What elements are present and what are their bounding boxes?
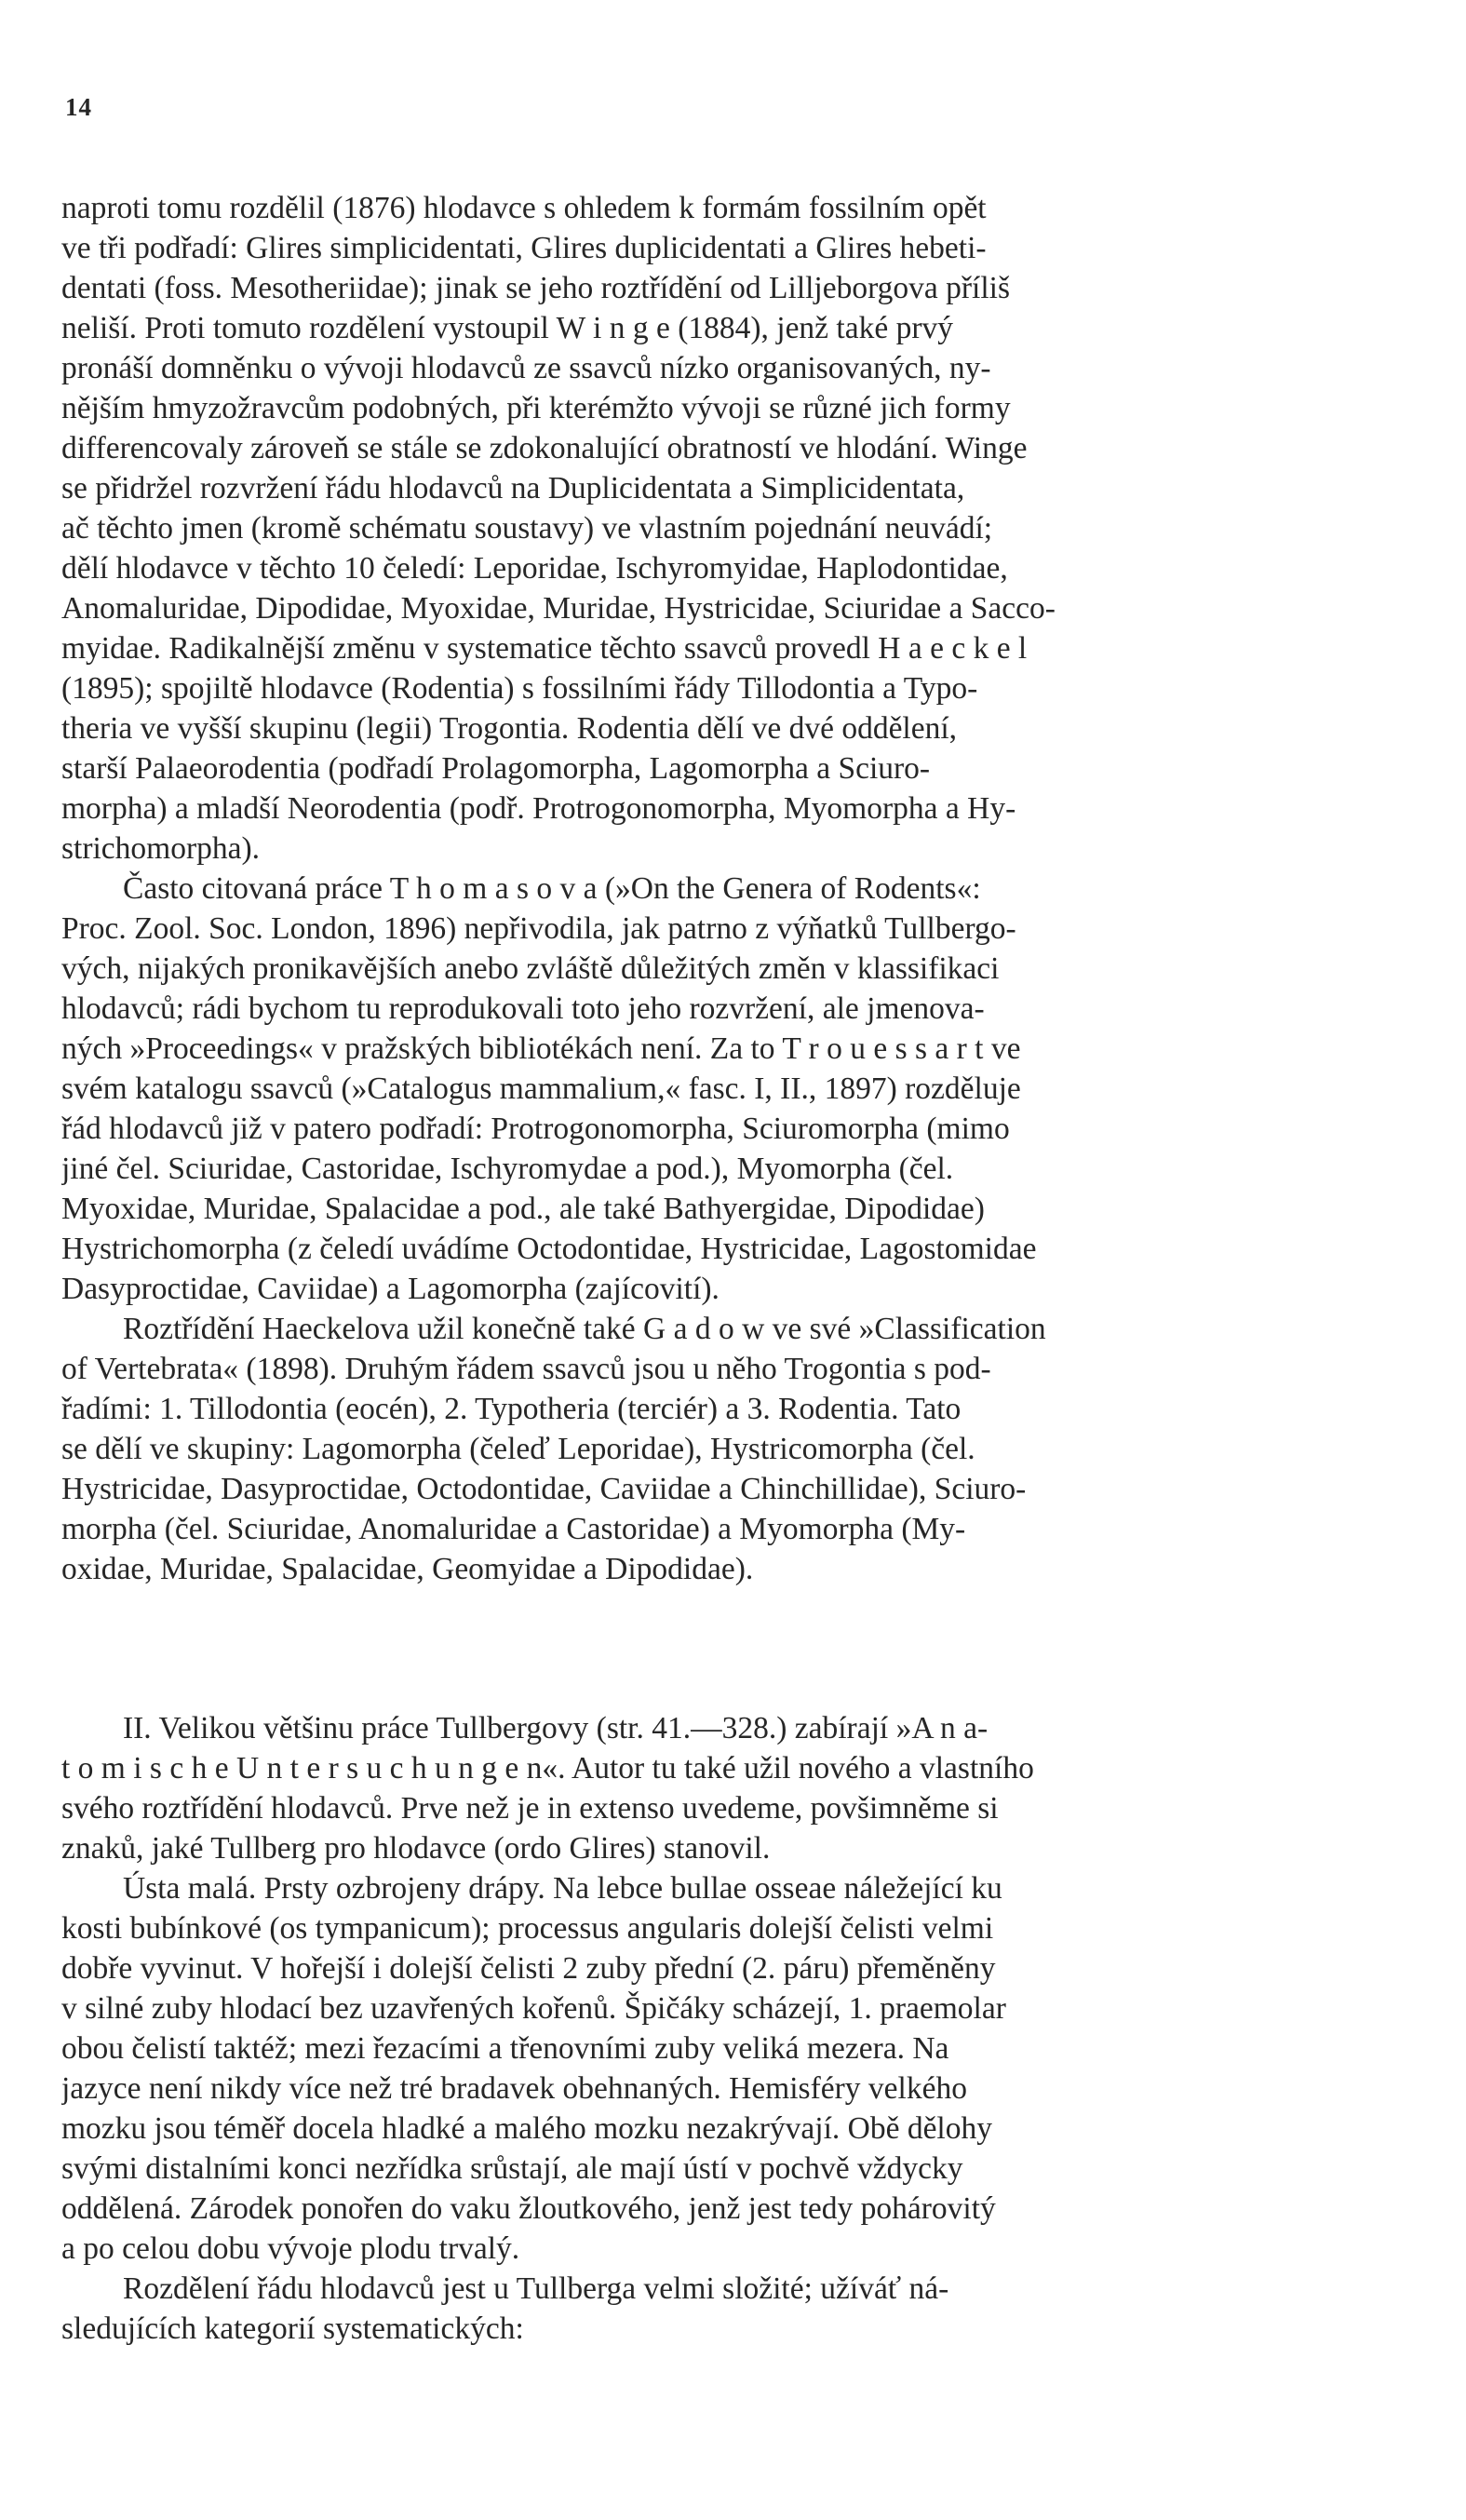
text-line: sledujících kategorií systematických: <box>61 2311 524 2346</box>
text-line: theria ve vyšší skupinu (legii) Trogontia. Rodentia dělí ve dvé oddělení, <box>61 711 958 746</box>
text-line: dělí hlodavce v těchto 10 čeledí: Leporidae, Ischyromyidae, Haplodontidae, <box>61 551 1008 586</box>
text-line: řád hlodavců již v patero podřadí: Protrogonomorpha, Sciuromorpha (mimo <box>61 1112 1010 1146</box>
text-line: ných »Proceedings« v pražských bibliotékách není. Za to T r o u e s s a r t ve <box>61 1031 1021 1066</box>
text-line: Anomaluridae, Dipodidae, Myoxidae, Muridae, Hystricidae, Sciuridae a Sacco- <box>61 591 1056 626</box>
text-line: Hystricidae, Dasyproctidae, Octodontidae, Caviidae a Chinchillidae), Sciuro- <box>61 1472 1027 1506</box>
text-line: vých, nijakých pronikavějších anebo zvláště důležitých změn v klassifikaci <box>61 951 1000 986</box>
text-line: znaků, jaké Tullberg pro hlodavce (ordo Glires) stanovil. <box>61 1831 771 1866</box>
text-block-history <box>61 188 1404 1589</box>
text-line: neliší. Proti tomuto rozdělení vystoupil W i n g e (1884), jenž také prvý <box>61 311 954 345</box>
text-line: of Vertebrata« (1898). Druhým řádem ssavců jsou u něho Trogontia s pod- <box>61 1352 991 1386</box>
text-line: svém katalogu ssavců (»Catalogus mammalium,« fasc. I, II., 1897) rozděluje <box>61 1071 1021 1106</box>
text-line: morpha) a mladší Neorodentia (podř. Protrogonomorpha, Myomorpha a Hy- <box>61 791 1016 826</box>
text-line: Hystrichomorpha (z čeledí uvádíme Octodontidae, Hystricidae, Lagostomidae <box>61 1232 1037 1266</box>
text-line: svého roztřídění hlodavců. Prve než je in extenso uvedeme, povšimněme si <box>61 1791 999 1826</box>
text-line: naproti tomu rozdělil (1876) hlodavce s ohledem k formám fossilním opět <box>61 191 987 225</box>
text-line: a po celou dobu vývoje plodu trvalý. <box>61 2231 520 2266</box>
page-number: 14 <box>65 93 92 121</box>
text-line: dobře vyvinut. V hořejší i dolejší čelisti 2 zuby přední (2. páru) přeměněny <box>61 1951 996 1986</box>
text-line: strichomorpha). <box>61 831 261 866</box>
text-line: Proc. Zool. Soc. London, 1896) nepřivodila, jak patrno z výňatků Tullbergo- <box>61 911 1016 946</box>
text-line: nějším hmyzožravcům podobných, při kterémžto vývoji se různé jich formy <box>61 391 1011 425</box>
paragraph-2 <box>61 869 1404 1309</box>
text-line: jiné čel. Sciuridae, Castoridae, Ischyromydae a pod.), Myomorpha (čel. <box>61 1152 954 1186</box>
text-line: pronáší domněnku o vývoji hlodavců ze ssavců nízko organisovaných, ny- <box>61 351 991 385</box>
text-line: hlodavců; rádi bychom tu reprodukovali toto jeho rozvržení, ale jmenova- <box>61 991 985 1026</box>
text-line: se dělí ve skupiny: Lagomorpha (čeleď Leporidae), Hystricomorpha (čel. <box>61 1432 975 1466</box>
text-line: Myoxidae, Muridae, Spalacidae a pod., ale také Bathyergidae, Dipodidae) <box>61 1192 985 1226</box>
paragraph-1 <box>61 188 1404 869</box>
text-line: (1895); spojiltě hlodavce (Rodentia) s fossilními řády Tillodontia a Typo- <box>61 671 978 706</box>
text-line: II. Velikou většinu práce Tullbergovy (str. 41.—328.) zabírají »A n a- <box>123 1711 989 1745</box>
paragraph-6 <box>61 2269 1404 2349</box>
text-line: řadími: 1. Tillodontia (eocén), 2. Typotheria (terciér) a 3. Rodentia. Tato <box>61 1392 962 1426</box>
text-block-section-ii <box>61 1708 1404 2349</box>
text-line: myidae. Radikalnější změnu v systematice těchto ssavců provedl H a e c k e l <box>61 631 1028 666</box>
text-line: Často citovaná práce T h o m a s o v a (»On the Genera of Rodents«: <box>123 871 981 906</box>
text-line: starší Palaeorodentia (podřadí Prolagomorpha, Lagomorpha a Sciuro- <box>61 751 931 786</box>
text-line: mozku jsou téměř docela hladké a malého mozku nezakrývají. Obě dělohy <box>61 2111 992 2146</box>
text-line: Rozdělení řádu hlodavců jest u Tullberga velmi složité; užíváť ná- <box>123 2271 949 2306</box>
text-line: kosti bubínkové (os tympanicum); processus angularis dolejší čelisti velmi <box>61 1911 994 1946</box>
text-line: jazyce není nikdy více než tré bradavek obehnaných. Hemisféry velkého <box>61 2071 967 2106</box>
text-line: ve tři podřadí: Glires simplicidentati, Glires duplicidentati a Glires hebeti- <box>61 231 987 265</box>
text-line: v silné zuby hlodací bez uzavřených kořenů. Špičáky scházejí, 1. praemolar <box>61 1991 1006 2026</box>
text-line: oddělená. Zárodek ponořen do vaku žloutkového, jenž jest tedy pohárovitý <box>61 2191 996 2226</box>
text-line: Dasyproctidae, Caviidae) a Lagomorpha (zajícovití). <box>61 1272 720 1306</box>
text-line: dentati (foss. Mesotheriidae); jinak se jeho roztřídění od Lilljeborgova příliš <box>61 271 1011 305</box>
text-line: Roztřídění Haeckelova užil konečně také G a d o w ve své »Classification <box>123 1312 1046 1346</box>
text-line: t o m i s c h e U n t e r s u c h u n g e n«. Autor tu také užil nového a vlastního <box>61 1751 1034 1786</box>
paragraph-5 <box>61 1868 1404 2269</box>
paragraph-3 <box>61 1309 1404 1589</box>
text-line: Ústa malá. Prsty ozbrojeny drápy. Na lebce bullae osseae náležející ku <box>123 1871 1002 1906</box>
text-line: oxidae, Muridae, Spalacidae, Geomyidae a Dipodidae). <box>61 1552 754 1586</box>
paragraph-4 <box>61 1708 1404 1868</box>
text-line: obou čelistí taktéž; mezi řezacími a třenovními zuby veliká mezera. Na <box>61 2031 949 2066</box>
text-line: se přidržel rozvržení řádu hlodavců na Duplicidentata a Simplicidentata, <box>61 471 965 505</box>
text-line: differencovaly zároveň se stále se zdokonalující obratností ve hlodání. Winge <box>61 431 1028 465</box>
text-line: svými distalními konci nezřídka srůstají, ale mají ústí v pochvě vždycky <box>61 2151 963 2186</box>
text-line: ač těchto jmen (kromě schématu soustavy) ve vlastním pojednání neuvádí; <box>61 511 993 546</box>
text-line: morpha (čel. Sciuridae, Anomaluridae a Castoridae) a Myomorpha (My- <box>61 1512 966 1546</box>
